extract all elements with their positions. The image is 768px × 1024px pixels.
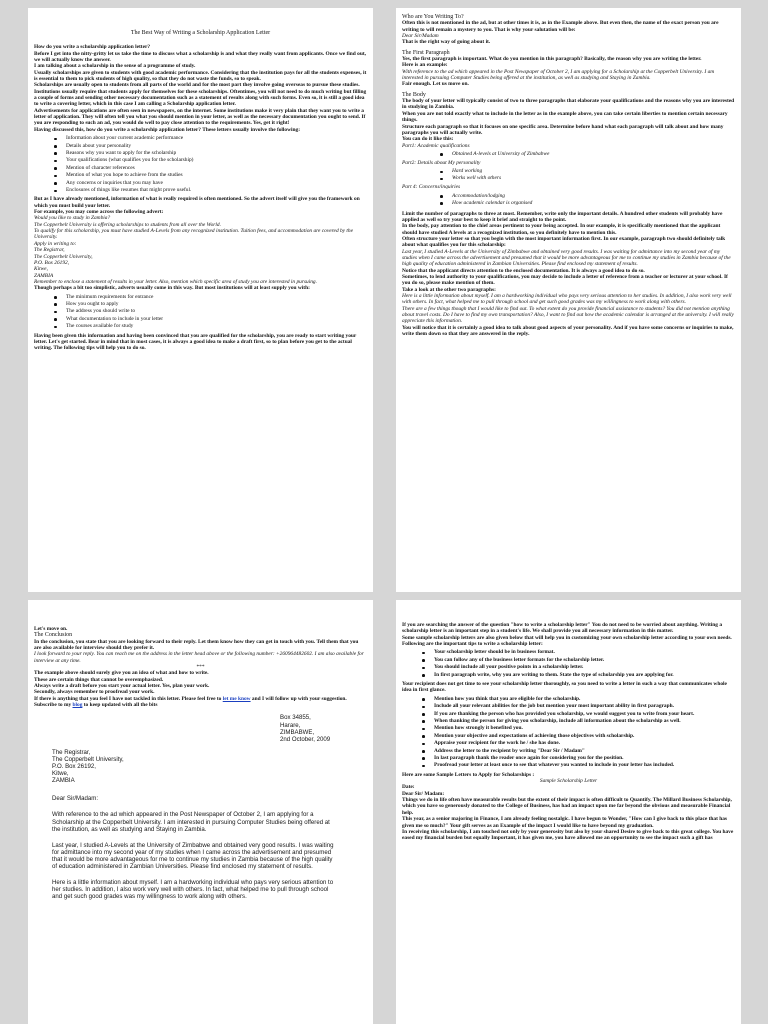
list-item: Your scholarship letter should be in business format.: [422, 649, 735, 656]
list-item: How academic calendar is organised: [440, 200, 735, 207]
document-page-1: [28, 8, 373, 592]
paragraph: But as I have already mentioned, information of what is really required is often mentioned. So the advert itself will give you the framework on which you must build your letter.: [34, 196, 360, 209]
letter-salutation: Dear Sir/ Madam:: [402, 790, 445, 797]
example-paragraph: I look forward to your reply. You can reach me on the address in the letter head above or the following number: +260964482602. I am also available for interview at any time.: [34, 651, 364, 664]
letter-paragraph: With reference to the ad which appeared in the Post Newspaper of October 2, I am applying for a Scholarship at the Copperbelt University. I am interested in pursuing Computer Studies being offered at the institution, as well as studying and Staying in Zambia.: [52, 811, 330, 833]
document-page-3: [28, 600, 373, 1024]
sample-letter-image: [34, 714, 367, 900]
paragraph: Having been given this information and having been convinced that you are qualified for the scholarship, you are ready to start writing your letter. Let's get started. Bear in mind that in most cases, it is always a good idea to make a draft first, so to plan before you get to the actual writing. The following tips will help you to do so.: [34, 332, 357, 352]
paragraph: In receiving this scholarship, I am touched not only by your generosity but also by your shared Desire to give back to this great college. You have eased my financial burden but equally Important, it has given me, you have allowed me an opportunity to see the impact such a gift has: [402, 828, 734, 842]
list-item: You can follow any of the business letter formats for the scholarship letter.: [422, 657, 735, 664]
example-paragraph: There are a few things though that I would like to find out. To what extent do you provide financial assistance to students? You did not mention anything about travel costs. Do I have to find my own transportation? Also, I want to find out how the academic calendar is arranged at the university. I will really appreciate this information.: [402, 305, 734, 325]
salutation-example: Dear Sir/Madam: [402, 33, 439, 40]
list-item: Details about your personality: [54, 143, 367, 150]
address-line: Box 34855,: [280, 714, 311, 722]
list-item: Mention of character references: [54, 165, 367, 172]
list-item: Address the letter to the recipient by writing "Dear Sir / Madam": [422, 748, 735, 755]
letter-contents-list: [34, 135, 367, 194]
advert-line: ZAMBIA: [34, 272, 54, 279]
paragraph: Though perhaps a bit too simplistic, adverts usually come in this way. But most institutions will at least supply you with:: [34, 285, 310, 292]
list-item: Information about your current academic performance: [54, 135, 367, 142]
advert-line: P.O. Box 26192,: [34, 259, 70, 266]
list-item: Include all your relevant abilities for the job but mention your most important ability in first paragraph.: [422, 703, 735, 710]
list-item: Works well with others: [440, 175, 735, 182]
letter-paragraph: Here is a little information about myself. I am a hardworking individual who pays very serious attention to her studies. In addition, I also work very well with others. In fact, what helped me to pull through school and get such good grades was my willingness to work along with others.: [52, 879, 334, 901]
paragraph: For example, you may come across the following advert:: [34, 209, 164, 216]
paragraph: Notice that the applicant directs attention to the enclosed documentation. It is always a good idea to do so.: [402, 267, 645, 274]
address-line: Harare,: [280, 721, 301, 729]
paragraph: You can do it like this:: [402, 136, 454, 143]
address-line: The Registrar,: [52, 748, 91, 756]
recipient-address: [52, 749, 367, 784]
document-page-4: [396, 600, 741, 1024]
list-item: Mention of what you hope to achieve from the studies: [54, 172, 367, 179]
sender-address: [280, 714, 367, 742]
advert-line: Apply in writing to:: [34, 240, 77, 247]
advert-line: The Copperbelt University is offering scholarships to students from all over the World.: [34, 221, 221, 228]
paragraph: Before I get into the nitty-gritty let us take the time to discuss what a scholarship is and what they really want from applicants. Once we find out, we will actually know the answer.: [34, 50, 366, 64]
address-line: 2nd October, 2009: [280, 735, 331, 743]
list-item: Mention how strongly it benefited you.: [422, 725, 735, 732]
paragraph-text: If there is anything that you feel I have not tackled in this letter. Please feel free to: [34, 695, 222, 702]
letter-date: Date:: [402, 784, 415, 791]
paragraph: Often structure your letter so that you begin with the most important information first. In our example, paragraph two should definitely talk about what qualifies you for this scholarship:: [402, 235, 726, 249]
paragraph: Let's move on.: [34, 626, 68, 632]
paragraph: Limit the number of paragraphs to three at most. Remember, write only the important details. A hundred other students will probably have applied as well so try your best to keep it brief and straight to the point.: [402, 210, 723, 223]
example-paragraph: Last year, I studied A-Levels at the University of Zimbabwe and obtained very good results. I was waiting for admittance into my second year of my studies when I came across the advertisement and presumed that it would be more advantageous for me to continue my studies in Zambia because of the high quality of education administered in Zambian Universities. Please find enclosed my statement of results.: [402, 248, 731, 268]
section-heading-who: Who are You Writing To?: [402, 14, 464, 20]
list-item: If you are thanking the person who has provided you scholarship, we would suggest you to write from your heart.: [422, 711, 735, 718]
advert-line: Kitwe,: [34, 266, 48, 273]
blog-link[interactable]: blog: [72, 702, 83, 709]
separator-stars: ***: [196, 664, 205, 671]
example-paragraph: Here is a little information about myself. I am a hardworking individual who pays very serious attention to her studies. In addition, I also work very well with others. In fact, what helped me to pull through school and get such good grades was my willingness to work along with others.: [402, 293, 732, 306]
paragraph: Always write a draft before you start your actual letter. Yes, plan your work.: [34, 683, 210, 690]
address-line: P.O. Box 26192,: [52, 763, 96, 771]
section-heading-body: The Body: [402, 91, 426, 98]
advert-line: Remember to enclose a statement of results in your letter. Also, mention which specific area of study you are interested in pursuing.: [34, 278, 317, 285]
part2-list: [402, 168, 735, 182]
address-line: ZAMBIA: [52, 777, 75, 785]
paragraph: When you are not told exactly what to include in the letter as in the example above, you can take certain liberties to mention certain necessary things.: [402, 110, 728, 124]
list-item: Mention how you think that you are eligible for the scholarship.: [422, 696, 735, 703]
paragraph: Take a look at the other two paragraphs:: [402, 286, 496, 293]
paragraph: I am talking about a scholarship in the sense of a programme of study.: [34, 63, 196, 70]
paragraph: These are certain things that cannot be overemphasized.: [34, 676, 164, 683]
list-item: Mention your objective and expectations of achieving those objectives with scholarship.: [422, 733, 735, 740]
paragraph: Institutions usually require that students apply for themselves for these scholarships. Oftentimes, you will not need to do much writing but filling a couple of forms and sending other necessary documentation such as a statement of results along with such forms. Even so, it is still a good idea to write a covering letter, which in this case I am calling a Scholarship application letter.: [34, 88, 367, 108]
paragraph: Having discussed this, how do you write a scholarship application letter? These letters usually involve the following:: [34, 126, 301, 133]
advert-line: Would you like to study in Zambia?: [34, 215, 111, 222]
letter-salutation: Dear Sir/Madam:: [52, 795, 99, 803]
part4-list: [402, 193, 735, 207]
paragraph: Here is an example:: [402, 62, 448, 69]
paragraph-text: to keep updated with all the bits: [82, 702, 158, 709]
paragraph: Fair enough. Let us move on.: [402, 81, 469, 88]
list-item: What documentation to include in your letter: [54, 316, 367, 323]
paragraph: Sometimes, to lend authority to your qualifications, you may decide to include a letter of reference from a teacher or lecturer at your school. If you do so, please make mention of them.: [402, 274, 728, 287]
address-line: ZIMBABWE,: [280, 728, 315, 736]
page-title: The Best Way of Writing a Scholarship Application Letter: [130, 30, 271, 36]
address-line: Kitwe,: [52, 770, 69, 778]
paragraph: Things we do in life often have measurable results but the extent of their impact is often difficult to Quantify. The Millard Business Scholarship, which you have so generously donated to the College of Business, has had an impact upon me far beyond the obvious and measurable Financial help.: [402, 797, 732, 816]
list-item: Any concerns or inquiries that you may have: [54, 180, 367, 187]
part-label: Part 4: Concerns/inquiries: [402, 184, 461, 191]
paragraph: Yes, the first paragraph is important. What do you mention in this paragraph? Basically, the reason why you are writing the letter.: [402, 56, 702, 63]
list-item: You should include all your positive points in a scholarship letter.: [422, 664, 735, 671]
paragraph: How do you write a scholarship application letter?: [34, 44, 151, 51]
let-me-know-link[interactable]: let me know: [222, 695, 251, 702]
paragraph: Your recipient does not get time to see your scholarship letter thoroughly, so you need to write a letter in such a way that communicates whole idea in first glance.: [402, 681, 727, 694]
paragraph: If you are searching the answer of the question "how to write a scholarship letter" You do not need to be worried about anything. Writing a scholarship letter is an important step in a student's life. We shall provide you all necessary information in this matter.: [402, 622, 723, 635]
paragraph: [34, 702, 367, 708]
paragraph-text: and I will follow up with your suggestion.: [250, 695, 347, 702]
list-item: How you ought to apply: [54, 301, 367, 308]
section-heading-first-paragraph: The First Paragraph: [402, 49, 450, 56]
letter-paragraph: Last year, I studied A-Levels at the University of Zimbabwe and obtained very good results. I was waiting for admittance into my second year of my studies when I came across the advertisement and presumed that it would be more advantageous for me to continue my studies in Zambia because of the high quality of education administered in Zambian Universities. Please find enclosed my statement of results.: [52, 841, 334, 870]
document-page-2: [396, 8, 741, 592]
list-item: Appraise your recipient for the work he / she has done.: [422, 740, 735, 747]
paragraph: Here are some Sample Letters to Apply for Scholarships :: [402, 771, 535, 778]
paragraph: Often this is not mentioned in the ad, but at other times it is, as in the Example above. But even then, the name of the exact person you are writing to will remain a mystery to you. That is why your salutation will be:: [402, 20, 719, 33]
paragraph: Usually scholarships are given to students with good academic performance. Considering that the institution pays for all the students expenses, it is essential to them to pick students of high quality, so that they do not waste the funds, so to speak.: [34, 69, 367, 83]
list-item: In last paragraph thank the reader once again for considering you for the position.: [422, 755, 735, 762]
paragraph: You will notice that it is certainly a good idea to talk about good aspects of your personality. And if you have some concerns or inquiries to make, write them down so that they are answered in the reply.: [402, 324, 734, 338]
paragraph: That is the right way of going about it.: [402, 39, 491, 46]
list-item: Obtained A-levels at University of Zimbabwe: [440, 151, 735, 158]
paragraph: This year, as a senior majoring in Finance, I am already feeling nostalgic. I have begun to Wonder, "How can I give back to this place that has given me so much?" Your gift serves as an Example of the impact I would like to have beyond my graduation.: [402, 816, 728, 829]
list-item: Proofread your letter at least once to see that whatever you wanted to include in your letter has included.: [422, 762, 735, 769]
list-item: The minimum requirements for entrance: [54, 294, 367, 301]
part1-list: [402, 151, 735, 158]
list-item: The courses available for study: [54, 323, 367, 330]
sample-letter-title: Sample Scholarship Letter: [539, 778, 598, 785]
advert-line: The Registrar,: [34, 247, 65, 254]
list-item: In first paragraph write, why you are writing to them. State the type of scholarship you are applying for.: [422, 672, 735, 679]
advert-supply-list: [34, 294, 367, 331]
intro-section: [34, 44, 367, 133]
advert-line: To qualify for this scholarship, you must have studied A-Levels from any recognized institution. Tuition fees, and accommodation are covered by the University.: [34, 228, 354, 241]
paragraph-text: Subscribe to my: [34, 702, 73, 709]
list-item: Hard working: [440, 168, 735, 175]
part-label: Part2: Details about My personality: [402, 159, 481, 166]
paragraph: Secondly, always remember to proofread your work.: [34, 689, 155, 696]
list-item: When thanking the person for giving you scholarship, include all information about the scholarship as well.: [422, 718, 735, 725]
tips-list-a: [402, 649, 735, 679]
list-item: Reasons why you want to apply for the scholarship: [54, 150, 367, 157]
paragraph: Structure each paragraph so that it focuses on one specific area. Determine before hand what each paragraph will talk about and how many paragraphs you will actually write.: [402, 123, 724, 136]
example-paragraph: With reference to the ad which appeared in the Post Newspaper of October 2, I am applying for a Scholarship at the Copperbelt University. I am interested in pursuing Computer Studies being offered at the institution, as well as studying and Staying in Zambia.: [402, 68, 715, 82]
section-heading-conclusion: The Conclusion: [34, 632, 73, 639]
list-item: The address you should write to: [54, 308, 367, 315]
paragraph: The example above should surely give you an idea of what and how to write.: [34, 670, 209, 677]
paragraph: Advertisements for applications are often seen in newspapers, on the internet. Some institutions make it very plain that they want you to write a letter of application. They will often tell you what you should mention in your letter, as well as the necessary documentation you ought to send. If you are responding to such an ad, you would do well to pay close attention to the requirements. Yes, get it right!: [34, 107, 366, 127]
advert-line: The Copperbelt University,: [34, 253, 93, 260]
list-item: Enclosures of things like resumes that might prove useful.: [54, 187, 367, 194]
list-item: Your qualifications (what qualifies you for the scholarship): [54, 157, 367, 164]
paragraph: Scholarships are usually open to students from all parts of the world and for the most part they involve going overseas to pursue these studies.: [34, 82, 360, 89]
paragraph: In the body, pay attention to the chief areas pertinent to your being accepted. In our example, it is specifically mentioned that the applicant should have studied A levels at a recognized institution, so you definitely have to mention this.: [402, 223, 721, 236]
paragraph: The body of your letter will typically consist of two to three paragraphs that elaborate your qualifications and the reasons why you are interested in studying in Zambia.: [402, 98, 735, 111]
tips-list-b: [402, 696, 735, 770]
address-line: The Copperbelt University,: [52, 755, 124, 763]
list-item: Accommodation/lodging: [440, 193, 735, 200]
paragraph: In the conclusion, you state that you are looking forward to their reply. Let them know how they can get in touch with you. Tell them that you are also available for interview should they prefer it.: [34, 638, 359, 652]
part-label: Part1: Academic qualifications: [402, 142, 470, 149]
paragraph: Some sample scholarship letters are also given below that will help you in customizing your own scholarship letter according to your own needs. Following are the important tips to write a scholarship letter:: [402, 634, 732, 648]
sample-advert: [34, 215, 367, 285]
